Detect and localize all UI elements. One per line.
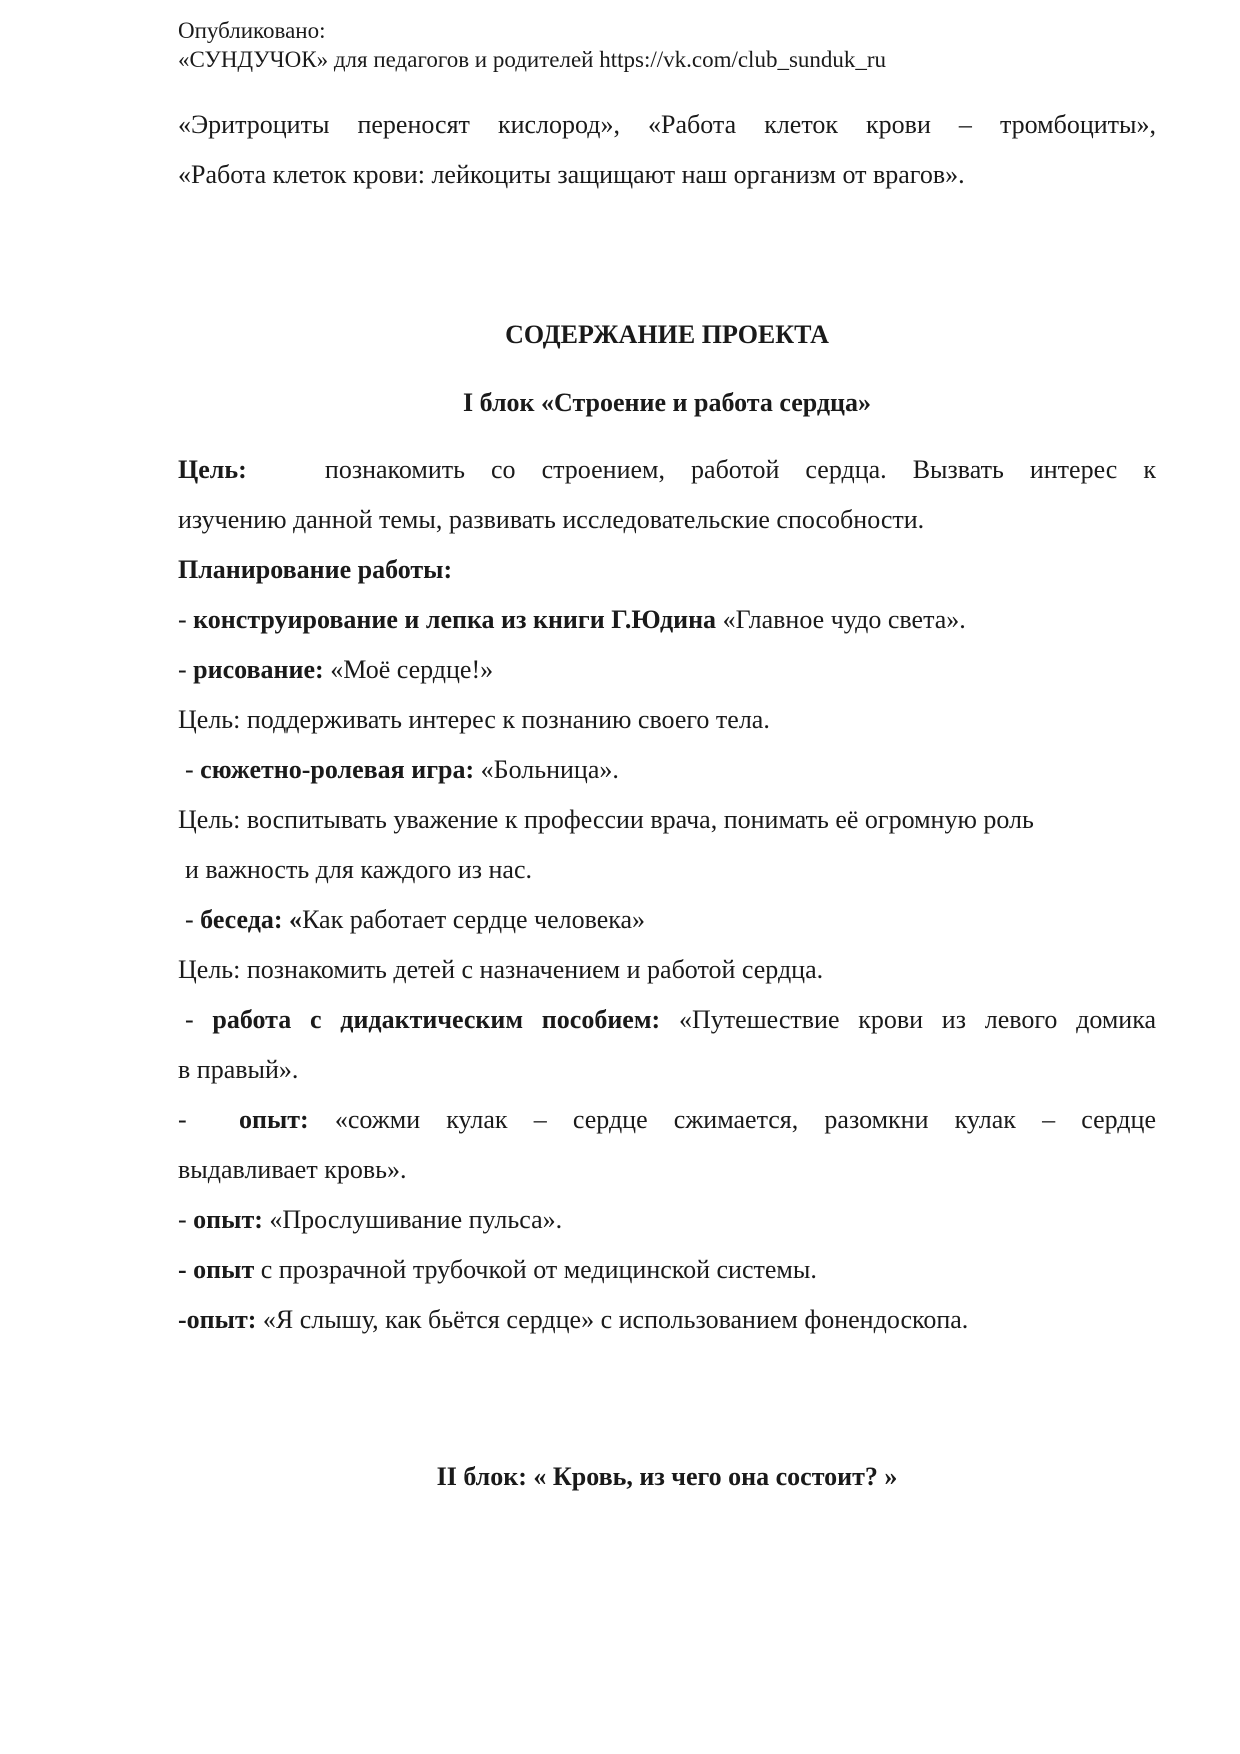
- item-text-cont: в правый».: [178, 1055, 299, 1084]
- block2-title: II блок: « Кровь, из чего она состоит? »: [436, 1462, 898, 1491]
- item-dash: -: [185, 1005, 213, 1034]
- intro-paragraph: [178, 100, 1156, 200]
- item-dash: -: [178, 1205, 194, 1234]
- list-item: [178, 895, 1156, 945]
- item-bold: беседа: «: [200, 905, 303, 934]
- item-dash: -: [178, 1105, 213, 1134]
- item-goal: и важность для каждого из нас.: [185, 855, 533, 884]
- planning-label-text: Планирование работы:: [178, 555, 453, 584]
- list-item: [178, 645, 1156, 695]
- item-bold: опыт:: [239, 1105, 309, 1134]
- item-bold: - опыт: [178, 1255, 255, 1284]
- item-bold: -опыт:: [178, 1305, 257, 1334]
- page-header: [178, 16, 886, 74]
- item-dash: -: [185, 755, 201, 784]
- item-bold: рисование:: [193, 655, 324, 684]
- item-text: «Моё сердце!»: [323, 655, 494, 684]
- block1-content: [178, 445, 1156, 1345]
- goal-line: [178, 445, 1156, 495]
- item-text: «Я слышу, как бьётся сердце» с использованием фонендоскопа.: [256, 1305, 969, 1334]
- item-text: «Главное чудо света».: [716, 605, 966, 634]
- item-text: с прозрачной трубочкой от медицинской системы.: [254, 1255, 817, 1284]
- intro-line: «Работа клеток крови: лейкоциты защищают наш организм от врагов».: [178, 160, 965, 189]
- item-bold: опыт:: [193, 1205, 263, 1234]
- goal-line: изучению данной темы, развивать исследовательские способности.: [178, 505, 925, 534]
- list-item: [178, 1295, 1156, 1345]
- item-dash: -: [178, 655, 194, 684]
- item-text: Как работает сердце человека»: [302, 905, 646, 934]
- item-bold: сюжетно-ролевая игра:: [200, 755, 475, 784]
- list-item: [178, 995, 1156, 1045]
- item-dash: -: [185, 905, 201, 934]
- list-item: [178, 745, 1156, 795]
- goal-text: познакомить со строением, работой сердца. Вызвать интерес к: [324, 455, 1156, 484]
- item-text: «Прослушивание пульса».: [262, 1205, 563, 1234]
- list-item: [178, 1195, 1156, 1245]
- list-item: [178, 595, 1156, 645]
- item-bold: работа с дидактическим пособием:: [212, 1005, 661, 1034]
- item-text: «сожми кулак – сердце сжимается, разомкни кулак – сердце: [334, 1105, 1156, 1134]
- item-goal: Цель: поддерживать интерес к познанию своего тела.: [178, 705, 770, 734]
- item-text: «Больница».: [474, 755, 619, 784]
- intro-line: «Эритроциты переносят кислород», «Работа клеток крови – тромбоциты»,: [178, 110, 1156, 139]
- publisher-line: «СУНДУЧОК» для педагогов и родителей https://vk.com/club_sunduk_ru: [178, 47, 887, 72]
- goal-label: Цель:: [178, 455, 247, 484]
- published-label: Опубликовано:: [178, 18, 326, 43]
- item-text-cont: выдавливает кровь».: [178, 1155, 407, 1184]
- item-dash: -: [178, 605, 194, 634]
- block1-title: I блок «Строение и работа сердца»: [462, 388, 872, 417]
- item-goal: Цель: познакомить детей с назначением и работой сердца.: [178, 955, 824, 984]
- list-item: [178, 1245, 1156, 1295]
- item-text: «Путешествие крови из левого домика: [660, 1005, 1156, 1034]
- item-goal: Цель: воспитывать уважение к профессии врача, понимать её огромную роль: [178, 805, 1034, 834]
- list-item: [178, 1095, 1156, 1145]
- item-bold: конструирование и лепка из книги Г.Юдина: [193, 605, 717, 634]
- section-title: СОДЕРЖАНИЕ ПРОЕКТА: [505, 320, 829, 349]
- planning-label: [178, 545, 1156, 595]
